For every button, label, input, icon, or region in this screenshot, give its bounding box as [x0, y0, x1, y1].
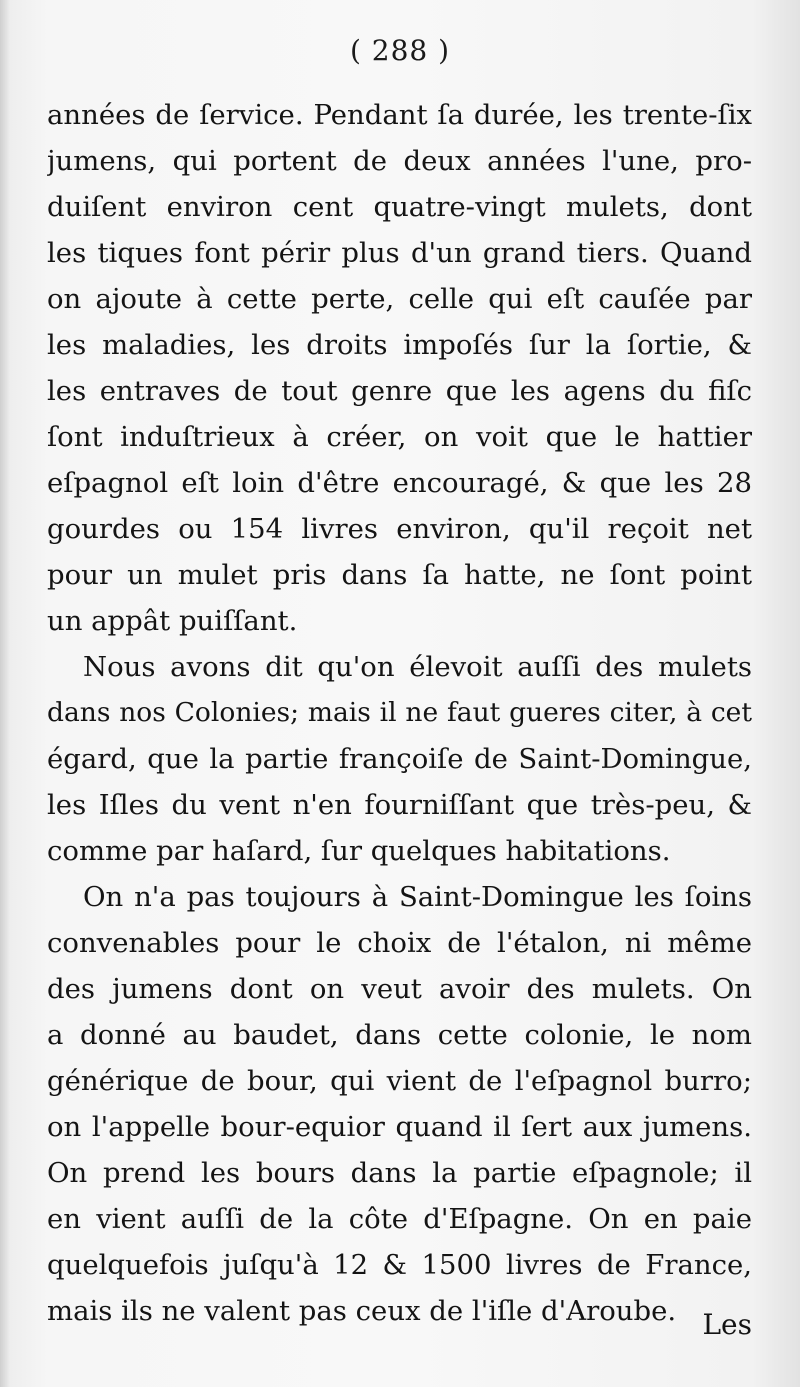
text-line: mais ils ne valent pas ceux de l'iſle d'Aroube. — [47, 1295, 677, 1327]
text-line: pour un mulet pris dans ſa hatte, ne ſont point — [47, 559, 752, 591]
text-line: On n'a pas toujours à Saint-Domingue les ſoins — [83, 881, 752, 913]
text-line: a donné au baudet, dans cette colonie, le nom — [47, 1019, 752, 1051]
paragraph-1 — [47, 92, 752, 644]
page-edge-shadow — [0, 0, 10, 1387]
text-line: dans nos Colonies; mais il ne faut gueres citer, à cet — [47, 697, 752, 728]
text-line: ſont induſtrieux à créer, on voit que le hattier — [47, 421, 752, 453]
text-line: Nous avons dit qu'on élevoit auſſi des mulets — [83, 651, 752, 683]
text-line: on ajoute à cette perte, celle qui eſt cauſée par — [47, 283, 752, 315]
text-line: en vient auſſi de la côte d'Eſpagne. On en paie — [47, 1203, 752, 1235]
text-line: les entraves de tout genre que les agens du fiſc — [47, 375, 752, 407]
text-line: convenables pour le choix de l'étalon, ni même — [47, 927, 752, 959]
text-line: les tiques font périr plus d'un grand tiers. Quand — [47, 237, 752, 269]
text-line: eſpagnol eſt loin d'être encouragé, & que les 28 — [47, 467, 752, 499]
text-line: générique de bour, qui vient de l'eſpagnol burro; — [47, 1065, 752, 1097]
text-line: gourdes ou 154 livres environ, qu'il reçoit net — [47, 513, 752, 545]
text-line: égard, que la partie françoiſe de Saint-Domingue, — [47, 743, 752, 775]
text-line: un appât puiſſant. — [47, 605, 298, 637]
text-line: des jumens dont on veut avoir des mulets. On — [47, 973, 752, 1005]
text-line: duiſent environ cent quatre-vingt mulets, dont — [47, 191, 752, 223]
text-line: jumens, qui portent de deux années l'une, pro- — [47, 145, 752, 177]
catchword: Les — [702, 1308, 752, 1341]
paragraph-3 — [47, 874, 752, 1334]
text-line: quelquefois juſqu'à 12 & 1500 livres de France, — [47, 1249, 752, 1281]
paragraph-2 — [47, 644, 752, 874]
page-number: ( 288 ) — [349, 34, 451, 67]
text-line: comme par haſard, ſur quelques habitations. — [47, 835, 671, 867]
body-text — [47, 92, 752, 1334]
text-line: les maladies, les droits impoſés ſur la ſortie, & — [47, 329, 752, 361]
text-line: On prend les bours dans la partie eſpagnole; il — [47, 1157, 752, 1189]
text-line: années de ſervice. Pendant ſa durée, les trente-ſix — [47, 99, 752, 131]
text-line: on l'appelle bour-equior quand il ſert aux jumens. — [47, 1111, 752, 1143]
text-line: les Iſles du vent n'en fourniſſant que très-peu, & — [47, 789, 752, 821]
